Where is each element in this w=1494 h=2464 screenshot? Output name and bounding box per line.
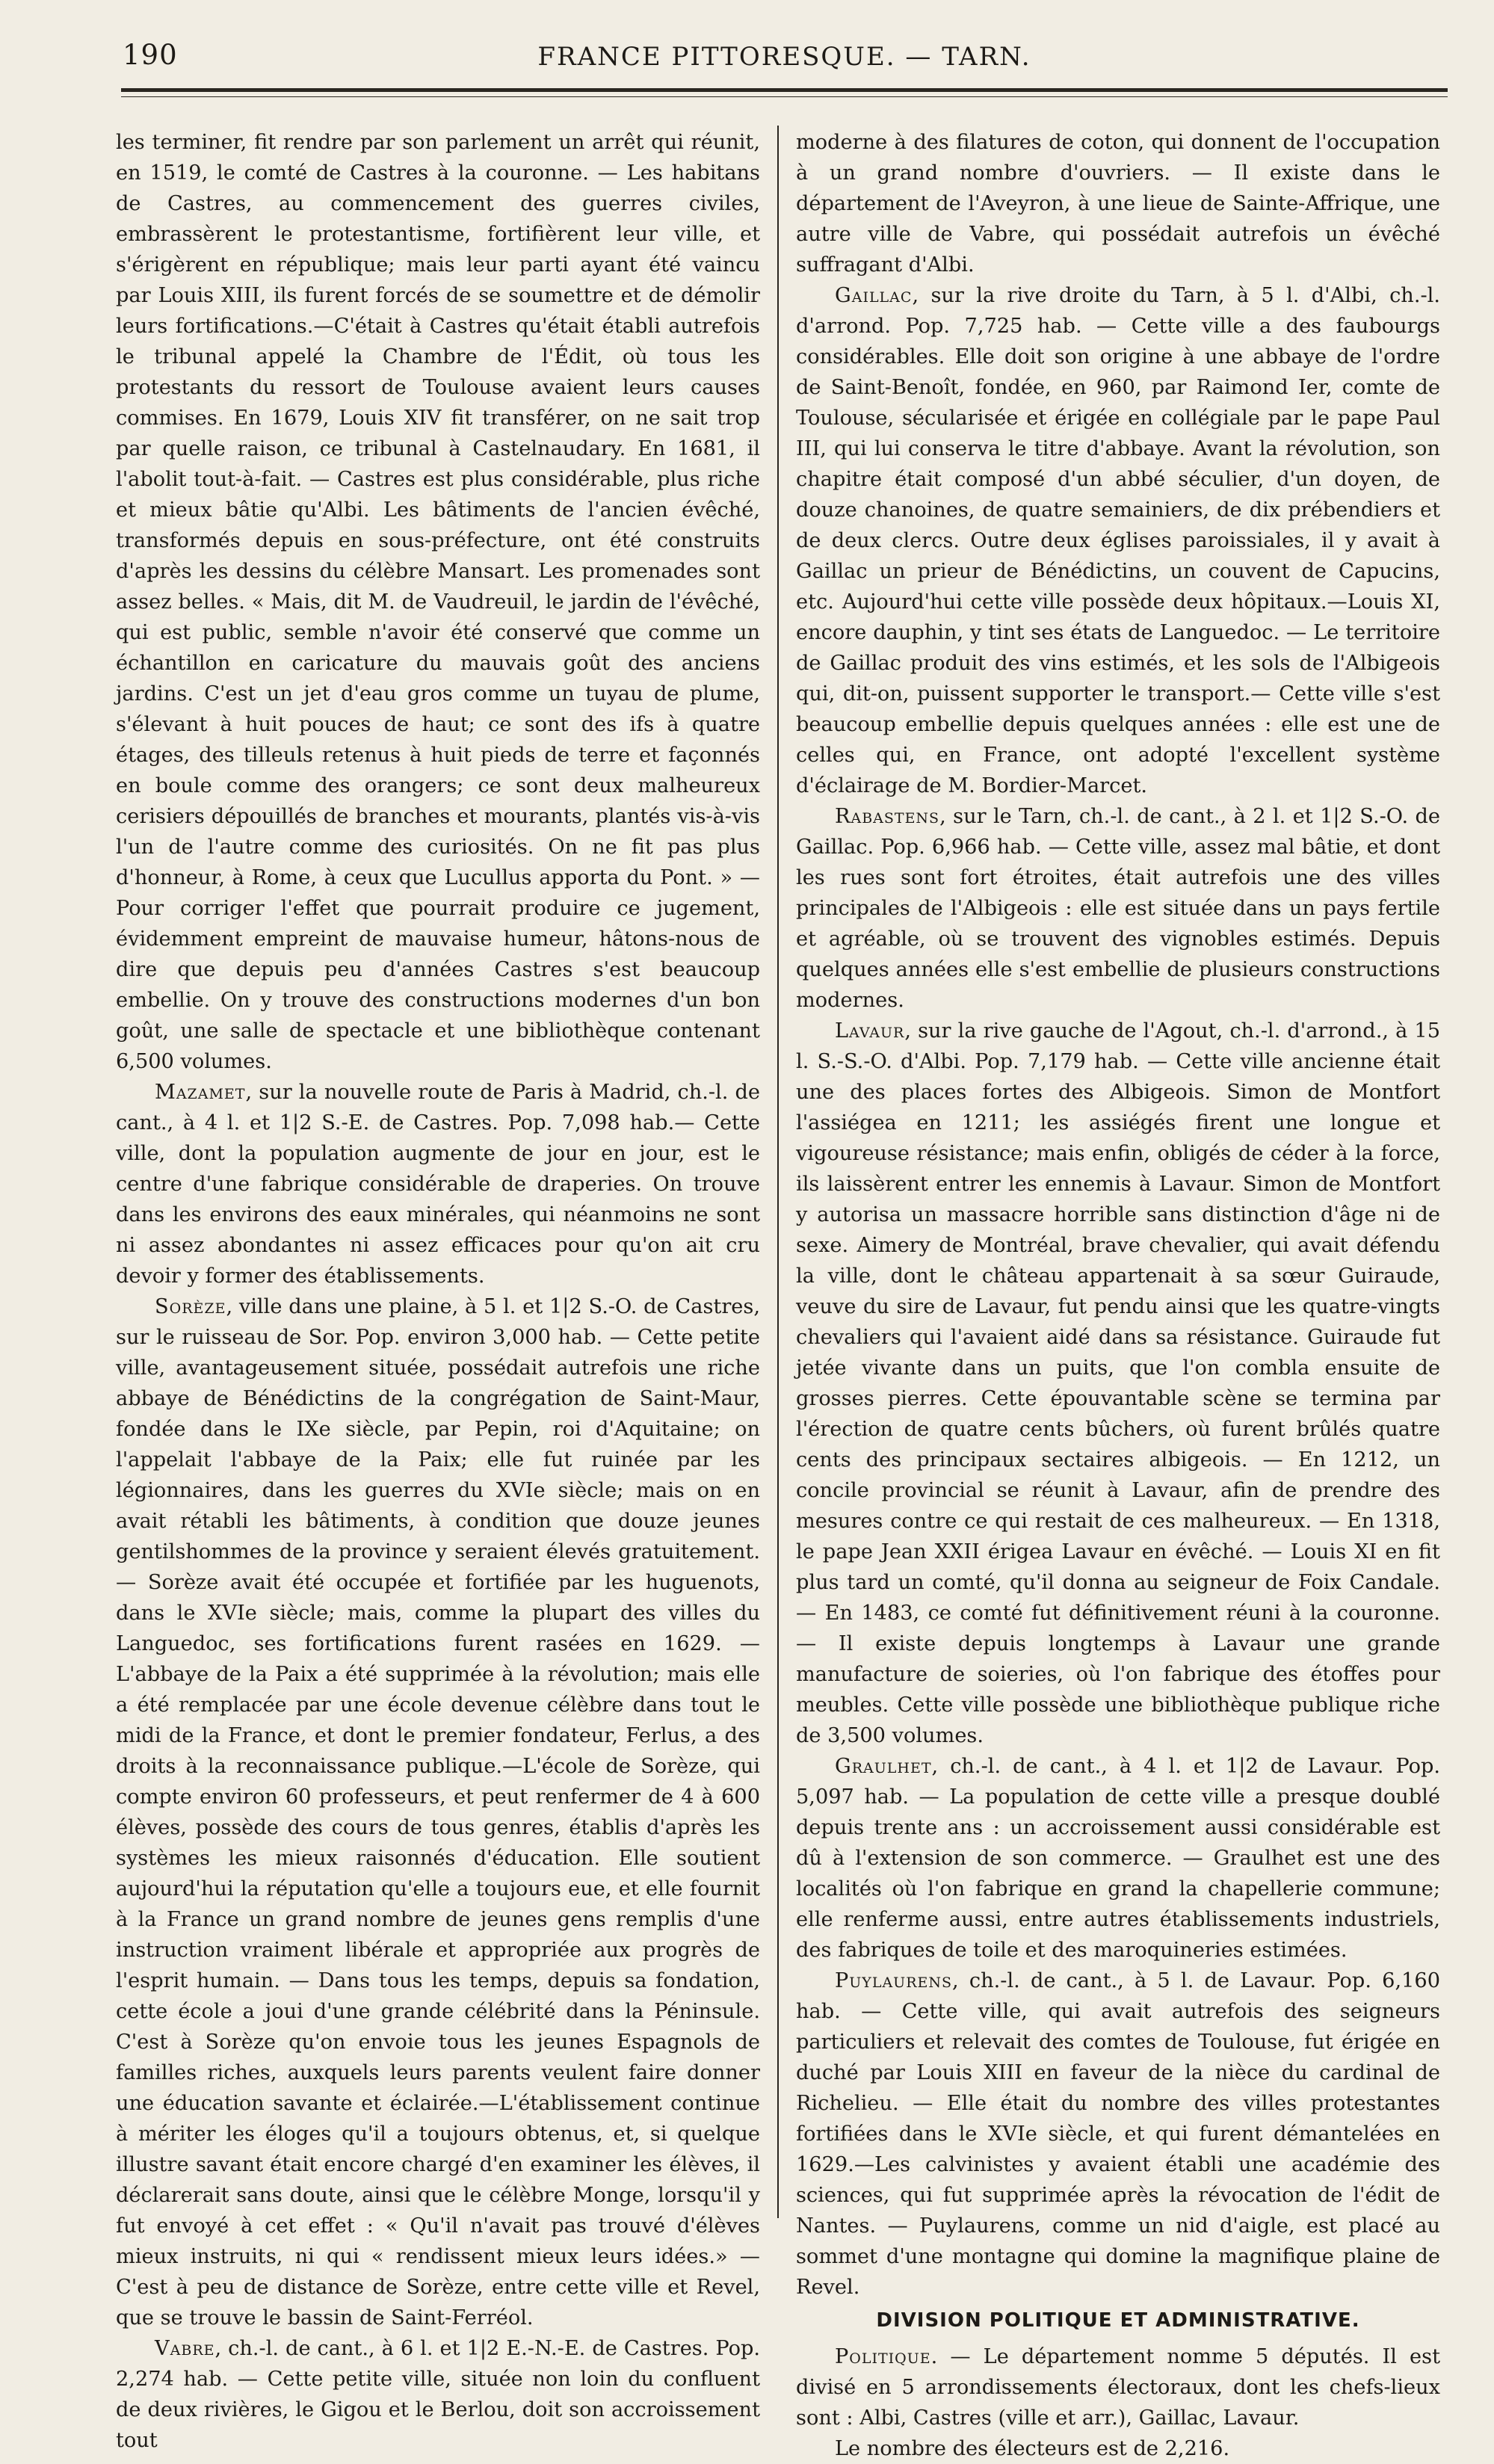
place-name: Graulhet xyxy=(835,1755,932,1778)
section-label: Politique xyxy=(835,2345,931,2368)
place-name: Rabastens xyxy=(835,805,940,828)
left-column xyxy=(116,127,760,2456)
place-name: Sorèze xyxy=(155,1295,226,1318)
paragraph-text: , sur la rive gauche de l'Agout, ch.-l. d'arrond., à 15 l. S.-S.-O. d'Albi. Pop. 7,179 hab. — Cette ville ancienne était une des places fortes des Albigeois. Simon de Montfort l'assiégea en 1211; les assiégés firent une longue et vigoureuse résistance; mais enfin, obligés de céder à la force, ils laissèrent entrer les ennemis à Lavaur. Simon de Montfort y autorisa un massacre horrible sans distinction d'âge ni de sexe. Aimery de Montréal, brave chevalier, qui avait défendu la ville, dont le château appartenait à sa sœur Guiraude, veuve du sire de Lavaur, fut pendu ainsi que les quatre-vingts chevaliers qui l'avaient aidé dans sa résistance. Guiraude fut jetée vivante dans un puits, que l'on combla ensuite de grosses pierres. Cette épouvantable scène se termina par l'érection de quatre cents bûchers, où furent brûlés quatre cents des principaux sectaires albigeois. — En 1212, un concile provincial se réunit à Lavaur, afin de prendre des mesures contre ce qui restait de ces malheureux. — En 1318, le pape Jean XXII érigea Lavaur en évêché. — Louis XI en fit plus tard un comté, qu'il donna au seigneur de Foix Candale. — En 1483, ce comté fut définitivement réuni à la couronne. — Il existe depuis longtemps à Lavaur une grande manufacture de soieries, où l'on fabrique des étoffes pour meubles. Cette ville possède une bibliothèque publique riche de 3,500 volumes. xyxy=(796,1019,1440,1747)
paragraph-text: , ch.-l. de cant., à 6 l. et 1|2 E.-N.-E. de Castres. Pop. 2,274 hab. — Cette petite ville, située non loin du confluent de deux rivières, le Gigou et le Berlou, doit son accroissement tout xyxy=(116,2337,760,2452)
paragraph-politique xyxy=(796,2341,1440,2433)
paragraph-text: , ch.-l. de cant., à 4 l. et 1|2 de Lavaur. Pop. 5,097 hab. — La population de cette ville a presque doublé depuis trente ans : un accroissement aussi considérable est dû à l'extension de son commerce. — Graulhet est une des localités où l'on fabrique en grand la chapellerie commune; elle renferme aussi, entre autres établissements industriels, des fabriques de toile et des maroquineries estimées. xyxy=(796,1755,1440,1962)
paragraph-electeurs: Le nombre des électeurs est de 2,216. xyxy=(835,2437,1230,2460)
column-divider xyxy=(777,126,779,2218)
paragraph-lavaur xyxy=(796,1016,1440,1751)
section-heading: DIVISION POLITIQUE ET ADMINISTRATIVE. xyxy=(876,2309,1360,2332)
place-name: Vabre xyxy=(155,2337,215,2360)
page-header xyxy=(121,39,1448,84)
running-title: FRANCE PITTORESQUE. — TARN. xyxy=(537,42,1031,72)
place-name: Lavaur xyxy=(835,1019,905,1043)
paragraph-text: , ch.-l. de cant., à 5 l. de Lavaur. Pop. 6,160 hab. — Cette ville, qui avait autrefois des seigneurs particuliers et relevait des comtes de Toulouse, fut érigée en duché par Louis XIII en faveur de la nièce du cardinal de Richelieu. — Elle était du nombre des villes protestantes fortifiées dans le XVIe siècle, et qui furent démantelées en 1629.—Les calvinistes y avaient établi une académie des sciences, qui fut supprimée après la révocation de l'édit de Nantes. — Puylaurens, comme un nid d'aigle, est placé au sommet d'une montagne qui domine la magnifique plaine de Revel. xyxy=(796,1969,1440,2299)
page-number: 190 xyxy=(123,39,178,71)
paragraph-text: , sur le Tarn, ch.-l. de cant., à 2 l. et 1|2 S.-O. de Gaillac. Pop. 6,966 hab. — Cette ville, assez mal bâtie, et dont les rues sont fort étroites, était autrefois une des villes principales de l'Albigeois : elle est située dans un pays fertile et agréable, où se trouvent des vignobles estimés. Depuis quelques années elle s'est embellie de plusieurs constructions modernes. xyxy=(796,805,1440,1012)
paragraph-vabre-cont: moderne à des filatures de coton, qui donnent de l'occupation à un grand nombre d'ouvriers. — Il existe dans le département de l'Aveyron, à une lieue de Sainte-Affrique, une autre ville de Vabre, qui possédait autrefois un évêché suffragant d'Albi. xyxy=(796,131,1440,277)
place-name: Gaillac xyxy=(835,284,913,307)
paragraph-text: , sur la rive droite du Tarn, à 5 l. d'Albi, ch.-l. d'arrond. Pop. 7,725 hab. — Cette ville a des faubourgs considérables. Elle doit son origine à une abbaye de l'ordre de Saint-Benoît, fondée, en 960, par Raimond Ier, comte de Toulouse, sécularisée et érigée en collégiale par le pape Paul III, qui lui conserva le titre d'abbaye. Avant la révolution, son chapitre était composé d'un abbé séculier, d'un doyen, de douze chanoines, de quatre semainiers, de dix prébendiers et de deux clercs. Outre deux églises paroissiales, il y avait à Gaillac un prieur de Bénédictins, un couvent de Capucins, etc. Aujourd'hui cette ville possède deux hôpitaux.—Louis XI, encore dauphin, y tint ses états de Languedoc. — Le territoire de Gaillac produit des vins estimés, et les sols de l'Albigeois qui, dit-on, puissent supporter le transport.— Cette ville s'est beaucoup embellie depuis quelques années : elle est une de celles qui, en France, ont adopté l'excellent système d'éclairage de M. Bordier-Marcet. xyxy=(796,284,1440,797)
paragraph-gaillac xyxy=(796,280,1440,801)
right-column xyxy=(796,127,1440,2464)
place-name: Mazamet xyxy=(155,1081,246,1104)
paragraph-text: . — Le département nomme 5 députés. Il est divisé en 5 arrondissements électoraux, dont les chefs-lieux sont : Albi, Castres (ville et arr.), Gaillac, Lavaur. xyxy=(796,2345,1440,2430)
paragraph-puylaurens xyxy=(796,1966,1440,2303)
paragraph-text: , ville dans une plaine, à 5 l. et 1|2 S.-O. de Castres, sur le ruisseau de Sor. Pop. environ 3,000 hab. — Cette petite ville, avantageusement située, possédait autrefois une riche abbaye de Bénédictins de la congrégation de Saint-Maur, fondée dans le IXe siècle, par Pepin, roi d'Aquitaine; on l'appelait l'abbaye de la Paix; elle fut ruinée par les légionnaires, dans les guerres du XVIe siècle; mais on en avait rétabli les bâtiments, à condition que douze jeunes gentilshommes de la province y seraient élevés gratuitement. — Sorèze avait été occupée et fortifiée par les huguenots, dans le XVIe siècle; mais, comme la plupart des villes du Languedoc, ses fortifications furent rasées en 1629. —L'abbaye de la Paix a été supprimée à la révolution; mais elle a été remplacée par une école devenue célèbre dans tout le midi de la France, et dont le premier fondateur, Ferlus, a des droits à la reconnaissance publique.—L'école de Sorèze, qui compte environ 60 professeurs, et peut renfermer de 4 à 600 élèves, possède des cours de tous genres, établis d'après les systèmes les mieux raisonnés d'éducation. Elle soutient aujourd'hui la réputation qu'elle a toujours eue, et elle fournit à la France un grand nombre de jeunes gens remplis d'une instruction vraiment libérale et appropriée aux progrès de l'esprit humain. — Dans tous les temps, depuis sa fondation, cette école a joui d'une grande célébrité dans la Péninsule. C'est à Sorèze qu'on envoie tous les jeunes Espagnols de familles riches, auxquels leurs parents veulent faire donner une éducation savante et éclairée.—L'établissement continue à mériter les éloges qu'il a toujours obtenus, et, si quelque illustre savant était encore chargé d'en examiner les élèves, il déclarerait sans doute, ainsi que le célèbre Monge, lorsqu'il y fut envoyé à cet effet : « Qu'il n'avait pas trouvé d'élèves mieux instruits, ni qui « rendissent mieux leurs idées.» — C'est à peu de distance de Sorèze, entre cette ville et Revel, que se trouve le bassin de Saint-Ferréol. xyxy=(116,1295,760,2329)
paragraph-mazamet xyxy=(116,1077,760,1291)
paragraph-vabre xyxy=(116,2333,760,2456)
header-rule-thick xyxy=(121,88,1448,92)
paragraph-soreze xyxy=(116,1291,760,2333)
header-rule-thin xyxy=(121,96,1448,97)
paragraph-castres: les terminer, fit rendre par son parlement un arrêt qui réunit, en 1519, le comté de Castres à la couronne. — Les habitans de Castres, au commencement des guerres civiles, embrassèrent le protestantisme, fortifièrent leur ville, et s'érigèrent en république; mais leur parti ayant été vaincu par Louis XIII, ils furent forcés de se soumettre et de démolir leurs fortifications.—C'était à Castres qu'était établi autrefois le tribunal appelé la Chambre de l'Édit, où tous les protestants du ressort de Toulouse avaient leurs causes commises. En 1679, Louis XIV fit transférer, on ne sait trop par quelle raison, ce tribunal à Castelnaudary. En 1681, il l'abolit tout-à-fait. — Castres est plus considérable, plus riche et mieux bâtie qu'Albi. Les bâtiments de l'ancien évêché, transformés depuis en sous-préfecture, ont été construits d'après les dessins du célèbre Mansart. Les promenades sont assez belles. « Mais, dit M. de Vaudreuil, le jardin de l'évêché, qui est public, semble n'avoir été conservé que comme un échantillon en caricature du mauvais goût des anciens jardins. C'est un jet d'eau gros comme un tuyau de plume, s'élevant à huit pouces de haut; ce sont des ifs à quatre étages, des tilleuls retenus à huit pieds de terre et façonnés en boule comme des orangers; ce sont deux malheureux cerisiers dépouillés de branches et mourants, plantés vis-à-vis l'un de l'autre comme des curiosités. On ne fit pas plus d'honneur, à Rome, à ceux que Lucullus apporta du Pont. » — Pour corriger l'effet que pourrait produire ce jugement, évidemment empreint de mauvaise humeur, hâtons-nous de dire que depuis peu d'années Castres s'est beaucoup embellie. On y trouve des constructions modernes d'un bon goût, une salle de spectacle et une bibliothèque contenant 6,500 volumes. xyxy=(116,131,760,1073)
paragraph-text: , sur la nouvelle route de Paris à Madrid, ch.-l. de cant., à 4 l. et 1|2 S.-E. de Castres. Pop. 7,098 hab.— Cette ville, dont la population augmente de jour en jour, est le centre d'une fabrique considérable de draperies. On trouve dans les environs des eaux minérales, qui néanmoins ne sont ni assez abondantes ni assez efficaces pour qu'on ait cru devoir y former des établissements. xyxy=(116,1081,760,1288)
paragraph-graulhet xyxy=(796,1751,1440,1966)
paragraph-rabastens xyxy=(796,801,1440,1016)
place-name: Puylaurens xyxy=(835,1969,953,1992)
